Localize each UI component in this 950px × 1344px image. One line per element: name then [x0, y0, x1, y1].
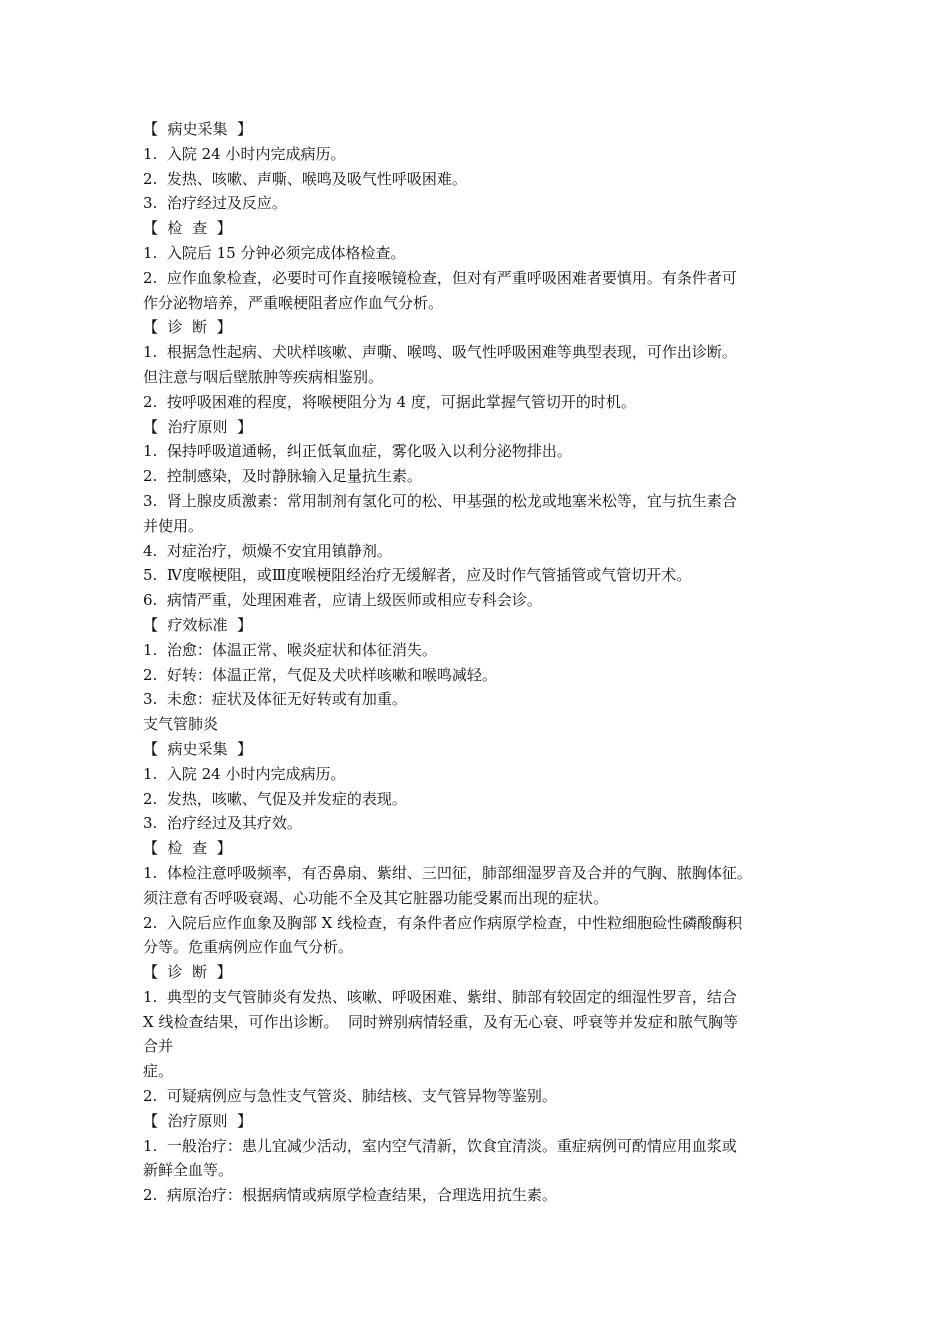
- list-item: 1. 入院后 15 分钟必须完成体格检查。: [143, 243, 406, 262]
- list-item: 1. 体检注意呼吸频率，有否鼻扇、紫绀、三凹征，肺部细湿罗音及合并的气胸、脓胸体征。: [143, 863, 752, 882]
- list-item-continuation: 合并: [143, 1037, 174, 1056]
- list-item: 2. 可疑病例应与急性支气管炎、肺结核、支气管异物等鉴别。: [143, 1087, 557, 1106]
- list-item: 1. 典型的支气管肺炎有发热、咳嗽、呼吸困难、紫绀、肺部有较固定的细湿性罗音，结合: [143, 987, 737, 1006]
- section-heading: 【 诊 断 】: [143, 963, 232, 982]
- list-item: 2. 病原治疗：根据病情或病原学检查结果，合理选用抗生素。: [143, 1186, 557, 1205]
- list-item: 5. Ⅳ度喉梗阻，或Ⅲ度喉梗阻经治疗无缓解者，应及时作气管插管或气管切开术。: [143, 566, 692, 585]
- list-item-continuation: 新鲜全血等。: [143, 1161, 234, 1180]
- list-item: 6. 病情严重，处理困难者，应请上级医师或相应专科会诊。: [143, 591, 542, 610]
- list-item-continuation: 须注意有否呼吸衰竭、心功能不全及其它脏器功能受累而出现的症状。: [143, 888, 609, 907]
- list-item: 2. 按呼吸困难的程度，将喉梗阻分为 4 度，可据此掌握气管切开的时机。: [143, 392, 636, 411]
- list-item: 3. 肾上腺皮质激素：常用制剂有氢化可的松、甲基强的松龙或地塞米松等，宜与抗生素合: [143, 491, 737, 510]
- section-heading: 【 病史采集 】: [143, 120, 253, 138]
- list-item: 1. 治愈：体温正常、喉炎症状和体征消失。: [143, 640, 437, 659]
- list-item: 3. 未愈：症状及体征无好转或有加重。: [143, 690, 407, 709]
- list-item: 2. 好转：体温正常，气促及犬吠样咳嗽和喉鸣减轻。: [143, 665, 497, 684]
- section-heading: 【 疗效标准 】: [143, 615, 253, 634]
- disease-title: 支气管肺炎: [143, 715, 219, 734]
- list-item: 3. 治疗经过及其疗效。: [143, 814, 302, 833]
- list-item: 1. 一般治疗：患儿宜减少活动，室内空气清新，饮食宜清淡。重症病例可酌情应用血浆或: [143, 1136, 737, 1155]
- list-item: 2. 发热、咳嗽、声嘶、喉鸣及吸气性呼吸困难。: [143, 169, 467, 188]
- list-item: 2. 入院后应作血象及胸部 X 线检查，有条件者应作病原学检查，中性粒细胞硷性磷酸酶积: [143, 913, 743, 932]
- list-item-continuation: 并使用。: [143, 516, 204, 535]
- section-heading: 【 治疗原则 】: [143, 417, 253, 436]
- list-item: 1. 入院 24 小时内完成病历。: [143, 764, 346, 783]
- list-item: 1. 入院 24 小时内完成病历。: [143, 144, 346, 163]
- document-body: [143, 117, 811, 1208]
- list-item: 1. 保持呼吸道通畅，纠正低氧血症，雾化吸入以利分泌物排出。: [143, 442, 572, 461]
- section-heading: 【 检 查 】: [143, 219, 232, 238]
- section-heading: 【 检 查 】: [143, 839, 232, 858]
- list-item-continuation: 但注意与咽后壁脓肿等疾病相鉴别。: [143, 367, 384, 386]
- list-item-continuation: X 线检查结果，可作出诊断。 同时辨别病情轻重，及有无心衰、呼衰等并发症和脓气胸等: [143, 1012, 738, 1031]
- section-heading: 【 病史采集 】: [143, 739, 253, 758]
- list-item-continuation: 作分泌物培养，严重喉梗阻者应作血气分析。: [143, 293, 444, 312]
- list-item: 2. 应作血象检查，必要时可作直接喉镜检查，但对有严重呼吸困难者要慎用。有条件者可: [143, 268, 737, 287]
- list-item-continuation: 症。: [143, 1062, 174, 1081]
- list-item: 1. 根据急性起病、犬吠样咳嗽、声嘶、喉鸣、吸气性呼吸困难等典型表现，可作出诊断。: [143, 343, 737, 362]
- list-item: 3. 治疗经过及反应。: [143, 194, 287, 213]
- section-heading: 【 诊 断 】: [143, 318, 232, 337]
- list-item: 2. 控制感染，及时静脉输入足量抗生素。: [143, 467, 422, 486]
- list-item: 4. 对症治疗，烦燥不安宜用镇静剂。: [143, 541, 392, 560]
- list-item: 2. 发热，咳嗽、气促及并发症的表现。: [143, 789, 407, 808]
- list-item-continuation: 分等。危重病例应作血气分析。: [143, 938, 354, 957]
- section-heading: 【 治疗原则 】: [143, 1111, 253, 1130]
